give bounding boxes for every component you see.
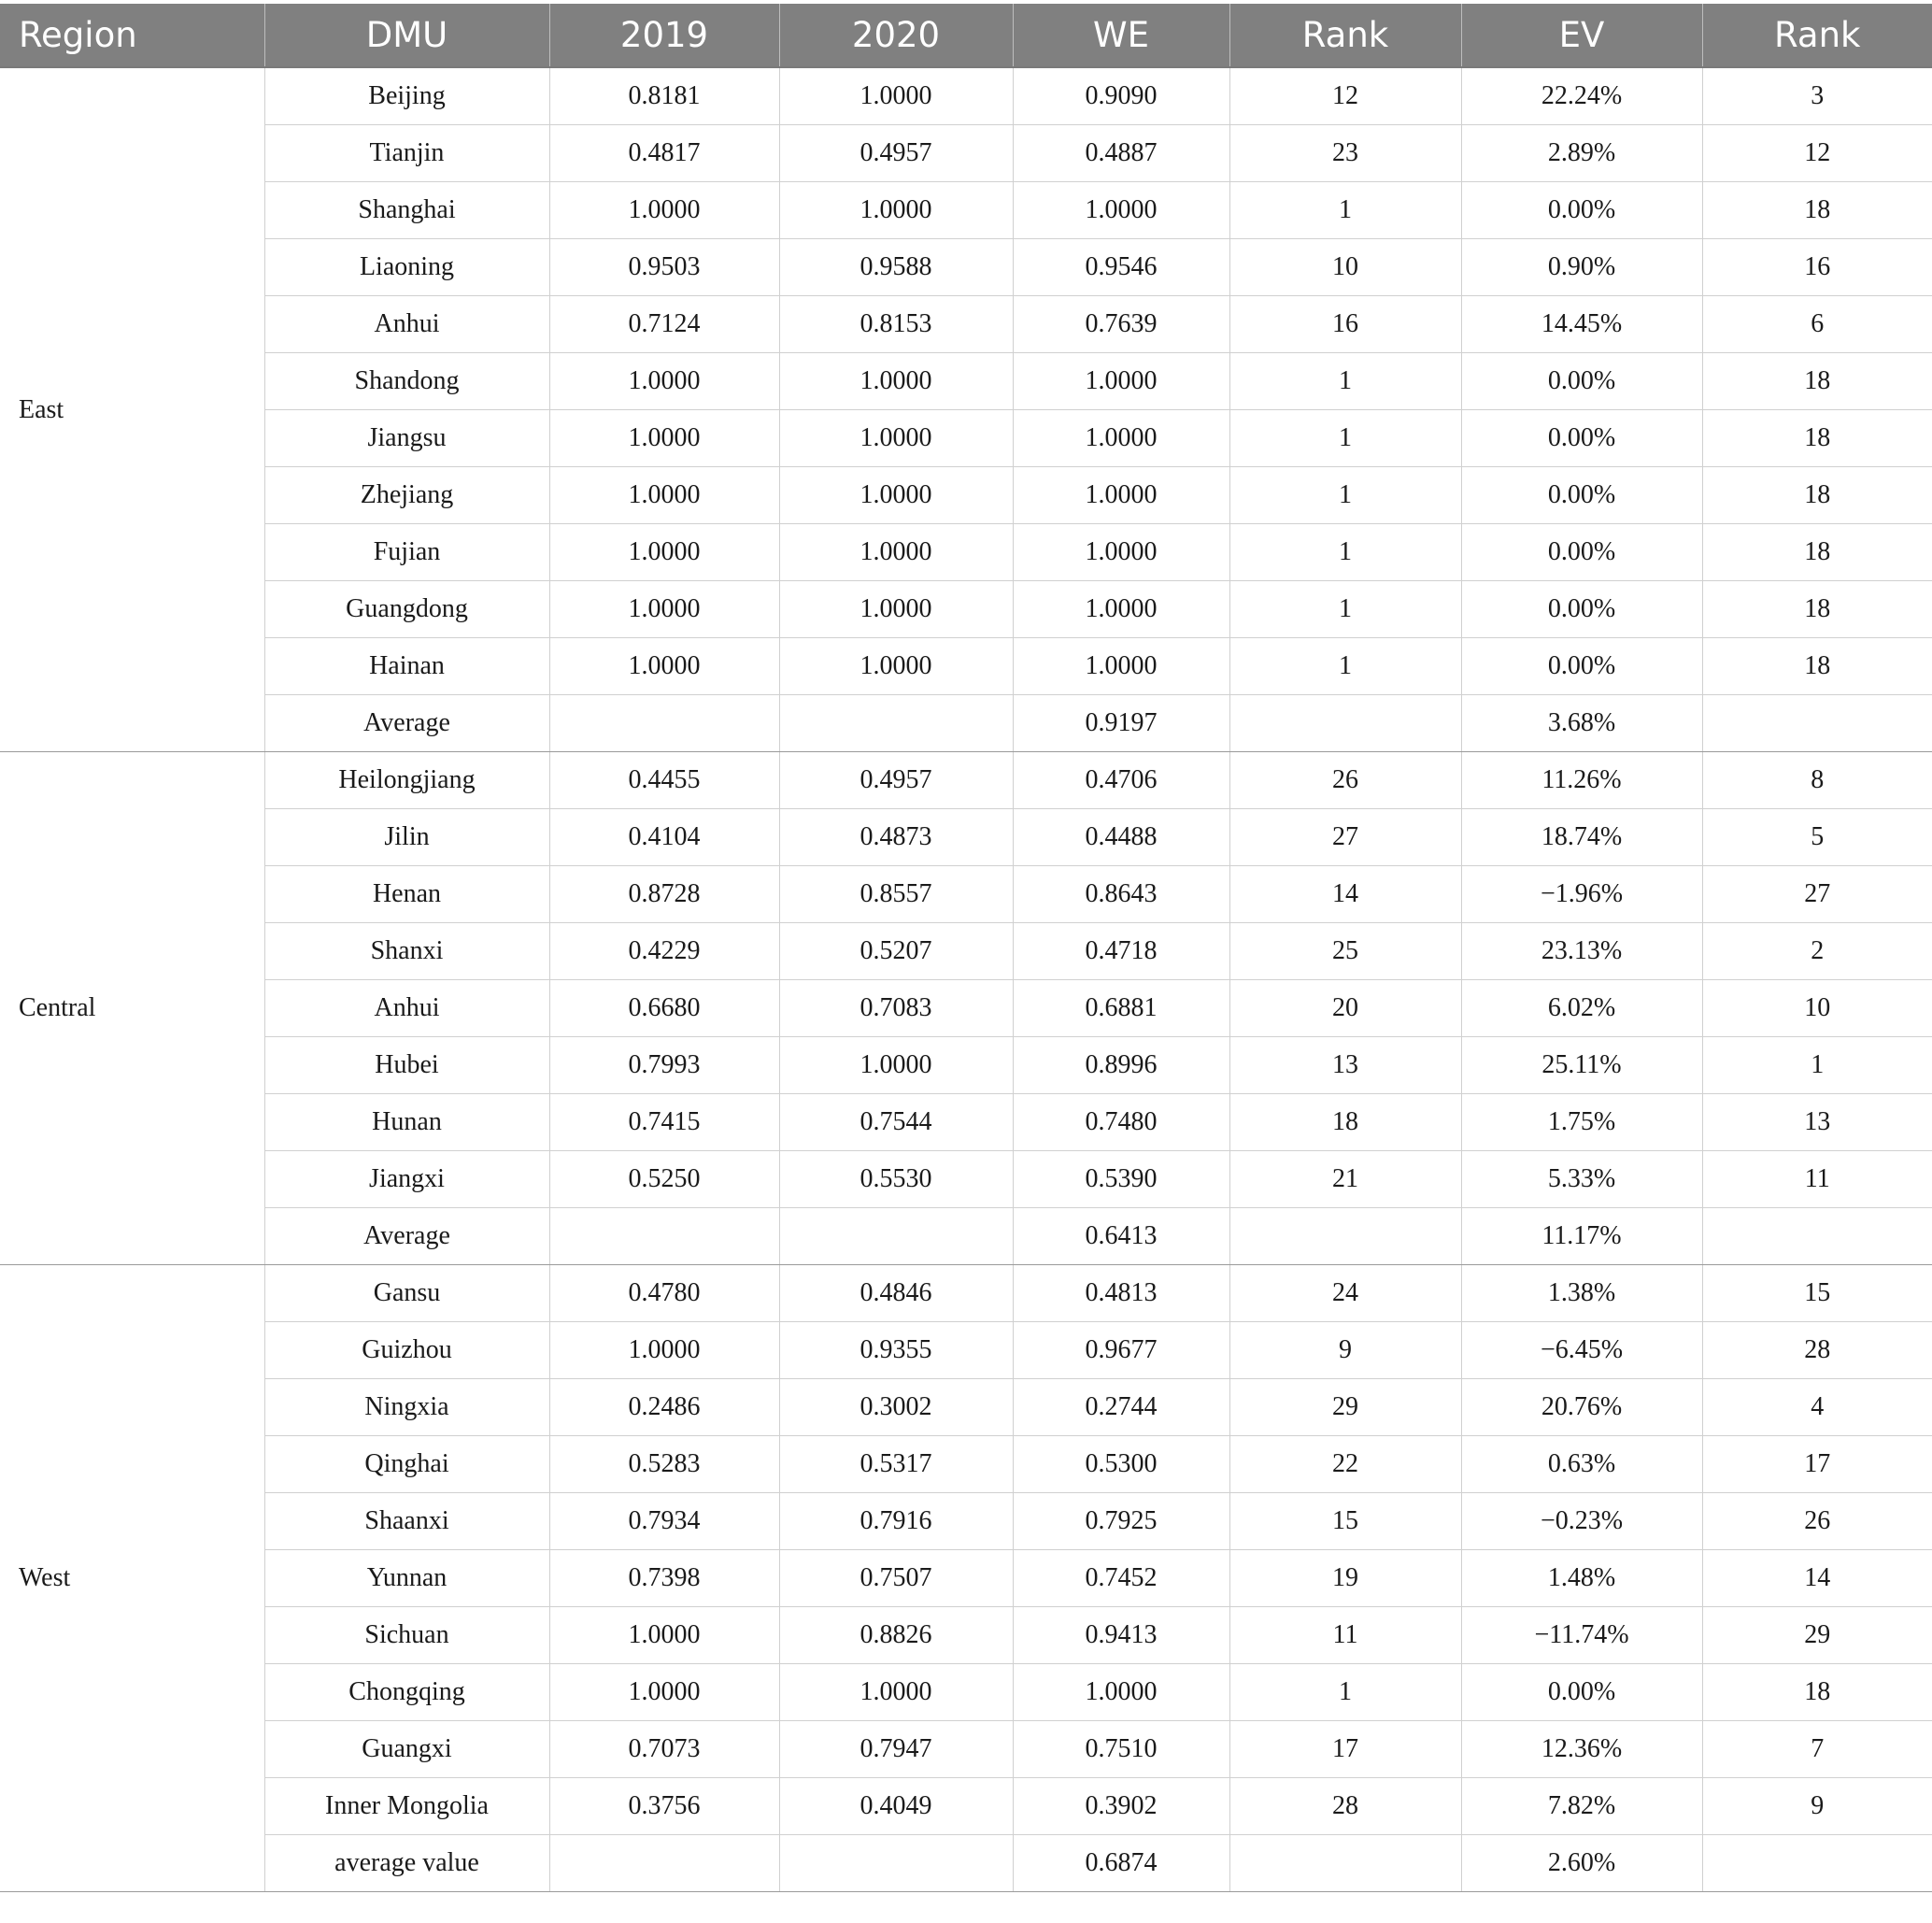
ev-rank-cell: 18: [1702, 467, 1932, 524]
value-2019-cell: 1.0000: [549, 581, 779, 638]
dmu-cell: Liaoning: [264, 239, 549, 296]
dmu-cell: Guangxi: [264, 1721, 549, 1778]
we-cell: 1.0000: [1013, 467, 1229, 524]
ev-rank-cell: 1: [1702, 1037, 1932, 1094]
ev-cell: 11.26%: [1461, 752, 1702, 809]
dmu-cell: Guizhou: [264, 1322, 549, 1379]
value-2019-cell: 0.8728: [549, 866, 779, 923]
we-rank-cell: 1: [1229, 353, 1461, 410]
we-rank-cell: 13: [1229, 1037, 1461, 1094]
header-ev-rank: Rank: [1702, 4, 1932, 67]
value-2020-cell: 0.8826: [779, 1607, 1013, 1664]
value-2019-cell: 0.7073: [549, 1721, 779, 1778]
ev-cell: 1.75%: [1461, 1094, 1702, 1151]
value-2020-cell: 1.0000: [779, 353, 1013, 410]
ev-cell: 25.11%: [1461, 1037, 1702, 1094]
ev-cell: 6.02%: [1461, 980, 1702, 1037]
we-rank-cell: 24: [1229, 1265, 1461, 1322]
ev-cell: −11.74%: [1461, 1607, 1702, 1664]
we-rank-cell: 22: [1229, 1436, 1461, 1493]
we-cell: 0.3902: [1013, 1778, 1229, 1835]
value-2019-cell: 0.9503: [549, 239, 779, 296]
value-2019-cell: 0.7993: [549, 1037, 779, 1094]
we-cell: 1.0000: [1013, 581, 1229, 638]
table-row: [0, 1721, 1932, 1778]
ev-rank-cell: 8: [1702, 752, 1932, 809]
we-rank-cell: 26: [1229, 752, 1461, 809]
dmu-cell: Fujian: [264, 524, 549, 581]
ev-cell: 2.60%: [1461, 1835, 1702, 1892]
ev-rank-cell: 28: [1702, 1322, 1932, 1379]
dmu-cell: Average: [264, 1208, 549, 1265]
table-row: [0, 1322, 1932, 1379]
value-2019-cell: 0.8181: [549, 67, 779, 125]
we-cell: 0.5300: [1013, 1436, 1229, 1493]
value-2019-cell: 0.5250: [549, 1151, 779, 1208]
we-rank-cell: [1229, 1835, 1461, 1892]
table-row: [0, 239, 1932, 296]
value-2020-cell: 1.0000: [779, 410, 1013, 467]
dmu-cell: Shanghai: [264, 182, 549, 239]
we-cell: 0.2744: [1013, 1379, 1229, 1436]
ev-rank-cell: 18: [1702, 581, 1932, 638]
header-ev: EV: [1461, 4, 1702, 67]
dmu-cell: Tianjin: [264, 125, 549, 182]
we-cell: 0.5390: [1013, 1151, 1229, 1208]
table-header: [0, 4, 1932, 67]
table-row: [0, 1037, 1932, 1094]
table-row: [0, 1151, 1932, 1208]
ev-rank-cell: [1702, 1208, 1932, 1265]
table-row: [0, 695, 1932, 752]
value-2019-cell: 0.4817: [549, 125, 779, 182]
dmu-cell: Ningxia: [264, 1379, 549, 1436]
table-row: [0, 980, 1932, 1037]
we-rank-cell: 14: [1229, 866, 1461, 923]
dmu-cell: Henan: [264, 866, 549, 923]
value-2020-cell: 1.0000: [779, 67, 1013, 125]
dmu-cell: Qinghai: [264, 1436, 549, 1493]
ev-cell: 3.68%: [1461, 695, 1702, 752]
table-row: [0, 1835, 1932, 1892]
we-cell: 0.6874: [1013, 1835, 1229, 1892]
value-2020-cell: 1.0000: [779, 638, 1013, 695]
value-2020-cell: 0.4957: [779, 125, 1013, 182]
table-row: [0, 1265, 1932, 1322]
we-rank-cell: 20: [1229, 980, 1461, 1037]
ev-cell: 18.74%: [1461, 809, 1702, 866]
ev-rank-cell: 18: [1702, 410, 1932, 467]
dmu-cell: Shanxi: [264, 923, 549, 980]
ev-cell: 2.89%: [1461, 125, 1702, 182]
value-2020-cell: 0.4873: [779, 809, 1013, 866]
table-row: [0, 296, 1932, 353]
value-2019-cell: 1.0000: [549, 1607, 779, 1664]
we-rank-cell: 10: [1229, 239, 1461, 296]
table-row: [0, 1493, 1932, 1550]
value-2019-cell: 0.5283: [549, 1436, 779, 1493]
ev-rank-cell: 13: [1702, 1094, 1932, 1151]
ev-cell: 5.33%: [1461, 1151, 1702, 1208]
table-row: [0, 524, 1932, 581]
ev-rank-cell: 26: [1702, 1493, 1932, 1550]
ev-cell: 23.13%: [1461, 923, 1702, 980]
ev-cell: 20.76%: [1461, 1379, 1702, 1436]
header-2020: 2020: [779, 4, 1013, 67]
value-2019-cell: 1.0000: [549, 1322, 779, 1379]
ev-rank-cell: 18: [1702, 1664, 1932, 1721]
dmu-cell: Inner Mongolia: [264, 1778, 549, 1835]
value-2020-cell: 1.0000: [779, 524, 1013, 581]
dmu-cell: Anhui: [264, 980, 549, 1037]
dmu-cell: Zhejiang: [264, 467, 549, 524]
value-2020-cell: 0.7083: [779, 980, 1013, 1037]
ev-cell: 0.00%: [1461, 581, 1702, 638]
ev-cell: −0.23%: [1461, 1493, 1702, 1550]
value-2019-cell: 1.0000: [549, 638, 779, 695]
dmu-cell: Beijing: [264, 67, 549, 125]
we-rank-cell: 1: [1229, 524, 1461, 581]
value-2020-cell: 0.8557: [779, 866, 1013, 923]
ev-rank-cell: 12: [1702, 125, 1932, 182]
table-row: [0, 1550, 1932, 1607]
we-cell: 0.9090: [1013, 67, 1229, 125]
value-2019-cell: 0.4104: [549, 809, 779, 866]
we-rank-cell: 28: [1229, 1778, 1461, 1835]
value-2020-cell: 1.0000: [779, 467, 1013, 524]
we-rank-cell: 18: [1229, 1094, 1461, 1151]
we-cell: 1.0000: [1013, 1664, 1229, 1721]
value-2019-cell: 0.2486: [549, 1379, 779, 1436]
we-cell: 0.7510: [1013, 1721, 1229, 1778]
dmu-cell: Gansu: [264, 1265, 549, 1322]
table-row: [0, 467, 1932, 524]
header-dmu: DMU: [264, 4, 549, 67]
ev-rank-cell: 16: [1702, 239, 1932, 296]
value-2019-cell: 1.0000: [549, 1664, 779, 1721]
ev-cell: 0.00%: [1461, 410, 1702, 467]
ev-rank-cell: 11: [1702, 1151, 1932, 1208]
dmu-cell: Hunan: [264, 1094, 549, 1151]
we-cell: 0.4706: [1013, 752, 1229, 809]
we-cell: 0.8996: [1013, 1037, 1229, 1094]
we-rank-cell: 23: [1229, 125, 1461, 182]
value-2019-cell: 1.0000: [549, 353, 779, 410]
dmu-cell: Sichuan: [264, 1607, 549, 1664]
value-2020-cell: 1.0000: [779, 581, 1013, 638]
ev-rank-cell: [1702, 1835, 1932, 1892]
value-2020-cell: 0.5530: [779, 1151, 1013, 1208]
we-rank-cell: 1: [1229, 638, 1461, 695]
ev-rank-cell: 6: [1702, 296, 1932, 353]
ev-rank-cell: 10: [1702, 980, 1932, 1037]
dmu-cell: Jiangxi: [264, 1151, 549, 1208]
we-rank-cell: 16: [1229, 296, 1461, 353]
ev-rank-cell: 18: [1702, 353, 1932, 410]
we-cell: 0.6413: [1013, 1208, 1229, 1265]
value-2019-cell: [549, 695, 779, 752]
ev-cell: 0.00%: [1461, 182, 1702, 239]
value-2019-cell: 0.7934: [549, 1493, 779, 1550]
we-rank-cell: 1: [1229, 581, 1461, 638]
table-row: [0, 923, 1932, 980]
value-2020-cell: 0.7916: [779, 1493, 1013, 1550]
value-2020-cell: [779, 695, 1013, 752]
we-cell: 0.9197: [1013, 695, 1229, 752]
dmu-cell: Heilongjiang: [264, 752, 549, 809]
header-we-rank: Rank: [1229, 4, 1461, 67]
we-rank-cell: 9: [1229, 1322, 1461, 1379]
ev-rank-cell: 17: [1702, 1436, 1932, 1493]
value-2020-cell: 0.8153: [779, 296, 1013, 353]
we-cell: 1.0000: [1013, 638, 1229, 695]
ev-rank-cell: 3: [1702, 67, 1932, 125]
value-2019-cell: 1.0000: [549, 467, 779, 524]
ev-rank-cell: 5: [1702, 809, 1932, 866]
we-cell: 0.9413: [1013, 1607, 1229, 1664]
ev-rank-cell: 27: [1702, 866, 1932, 923]
table-row: [0, 752, 1932, 809]
dmu-cell: Average: [264, 695, 549, 752]
ev-rank-cell: 29: [1702, 1607, 1932, 1664]
we-cell: 0.6881: [1013, 980, 1229, 1037]
dmu-cell: average value: [264, 1835, 549, 1892]
value-2020-cell: 0.4049: [779, 1778, 1013, 1835]
we-cell: 0.4813: [1013, 1265, 1229, 1322]
table-row: [0, 866, 1932, 923]
we-cell: 0.4718: [1013, 923, 1229, 980]
region-cell: West: [0, 1265, 264, 1892]
value-2019-cell: 0.7398: [549, 1550, 779, 1607]
we-rank-cell: 21: [1229, 1151, 1461, 1208]
value-2019-cell: 0.7415: [549, 1094, 779, 1151]
dmu-cell: Hainan: [264, 638, 549, 695]
ev-cell: 1.38%: [1461, 1265, 1702, 1322]
region-cell: Central: [0, 752, 264, 1265]
ev-cell: 0.63%: [1461, 1436, 1702, 1493]
value-2020-cell: 0.5317: [779, 1436, 1013, 1493]
we-cell: 0.7639: [1013, 296, 1229, 353]
table-row: [0, 1664, 1932, 1721]
header-2019: 2019: [549, 4, 779, 67]
value-2020-cell: 0.7544: [779, 1094, 1013, 1151]
ev-cell: 12.36%: [1461, 1721, 1702, 1778]
value-2020-cell: 0.7507: [779, 1550, 1013, 1607]
value-2020-cell: 1.0000: [779, 182, 1013, 239]
ev-cell: 11.17%: [1461, 1208, 1702, 1265]
dmu-cell: Jiangsu: [264, 410, 549, 467]
we-rank-cell: 11: [1229, 1607, 1461, 1664]
value-2020-cell: 0.9355: [779, 1322, 1013, 1379]
we-cell: 0.7480: [1013, 1094, 1229, 1151]
value-2020-cell: 1.0000: [779, 1664, 1013, 1721]
dmu-cell: Guangdong: [264, 581, 549, 638]
table-row: [0, 1094, 1932, 1151]
we-rank-cell: [1229, 695, 1461, 752]
we-rank-cell: 1: [1229, 1664, 1461, 1721]
we-cell: 1.0000: [1013, 353, 1229, 410]
value-2019-cell: 0.6680: [549, 980, 779, 1037]
ev-rank-cell: 14: [1702, 1550, 1932, 1607]
we-cell: 1.0000: [1013, 410, 1229, 467]
value-2019-cell: 1.0000: [549, 410, 779, 467]
value-2019-cell: [549, 1835, 779, 1892]
ev-cell: 7.82%: [1461, 1778, 1702, 1835]
we-rank-cell: 1: [1229, 410, 1461, 467]
we-cell: 1.0000: [1013, 524, 1229, 581]
we-rank-cell: 25: [1229, 923, 1461, 980]
ev-rank-cell: 15: [1702, 1265, 1932, 1322]
ev-cell: 1.48%: [1461, 1550, 1702, 1607]
ev-rank-cell: [1702, 695, 1932, 752]
we-rank-cell: 1: [1229, 467, 1461, 524]
we-rank-cell: [1229, 1208, 1461, 1265]
dmu-cell: Jilin: [264, 809, 549, 866]
value-2019-cell: 0.4455: [549, 752, 779, 809]
ev-rank-cell: 2: [1702, 923, 1932, 980]
table-container: [0, 4, 1932, 1892]
value-2019-cell: 1.0000: [549, 182, 779, 239]
ev-rank-cell: 7: [1702, 1721, 1932, 1778]
region-cell: East: [0, 67, 264, 752]
efficiency-table: [0, 4, 1932, 1892]
table-row: [0, 1778, 1932, 1835]
we-cell: 0.9546: [1013, 239, 1229, 296]
table-row: [0, 809, 1932, 866]
value-2019-cell: 0.4780: [549, 1265, 779, 1322]
ev-rank-cell: 9: [1702, 1778, 1932, 1835]
table-body: [0, 67, 1932, 1892]
table-row: [0, 125, 1932, 182]
ev-cell: 0.00%: [1461, 353, 1702, 410]
ev-cell: −6.45%: [1461, 1322, 1702, 1379]
value-2020-cell: 0.4846: [779, 1265, 1013, 1322]
value-2019-cell: 0.3756: [549, 1778, 779, 1835]
we-cell: 1.0000: [1013, 182, 1229, 239]
dmu-cell: Chongqing: [264, 1664, 549, 1721]
value-2020-cell: 0.5207: [779, 923, 1013, 980]
table-row: [0, 1208, 1932, 1265]
we-cell: 0.7925: [1013, 1493, 1229, 1550]
ev-rank-cell: 18: [1702, 524, 1932, 581]
ev-rank-cell: 4: [1702, 1379, 1932, 1436]
dmu-cell: Shaanxi: [264, 1493, 549, 1550]
we-cell: 0.4887: [1013, 125, 1229, 182]
we-cell: 0.9677: [1013, 1322, 1229, 1379]
header-region: Region: [0, 4, 264, 67]
table-row: [0, 410, 1932, 467]
we-rank-cell: 27: [1229, 809, 1461, 866]
ev-cell: −1.96%: [1461, 866, 1702, 923]
ev-cell: 0.00%: [1461, 1664, 1702, 1721]
table-row: [0, 581, 1932, 638]
we-rank-cell: 17: [1229, 1721, 1461, 1778]
header-row: [0, 4, 1932, 67]
we-cell: 0.8643: [1013, 866, 1229, 923]
header-we: WE: [1013, 4, 1229, 67]
dmu-cell: Shandong: [264, 353, 549, 410]
value-2020-cell: 0.7947: [779, 1721, 1013, 1778]
ev-cell: 0.00%: [1461, 524, 1702, 581]
we-cell: 0.7452: [1013, 1550, 1229, 1607]
table-row: [0, 1379, 1932, 1436]
value-2020-cell: 0.4957: [779, 752, 1013, 809]
dmu-cell: Yunnan: [264, 1550, 549, 1607]
value-2019-cell: 0.4229: [549, 923, 779, 980]
ev-cell: 0.90%: [1461, 239, 1702, 296]
table-row: [0, 638, 1932, 695]
table-row: [0, 1607, 1932, 1664]
value-2020-cell: [779, 1835, 1013, 1892]
value-2020-cell: 1.0000: [779, 1037, 1013, 1094]
ev-cell: 14.45%: [1461, 296, 1702, 353]
value-2019-cell: [549, 1208, 779, 1265]
we-rank-cell: 12: [1229, 67, 1461, 125]
we-cell: 0.4488: [1013, 809, 1229, 866]
we-rank-cell: 1: [1229, 182, 1461, 239]
value-2020-cell: 0.3002: [779, 1379, 1013, 1436]
value-2019-cell: 0.7124: [549, 296, 779, 353]
value-2020-cell: 0.9588: [779, 239, 1013, 296]
we-rank-cell: 15: [1229, 1493, 1461, 1550]
we-rank-cell: 29: [1229, 1379, 1461, 1436]
we-rank-cell: 19: [1229, 1550, 1461, 1607]
ev-cell: 0.00%: [1461, 467, 1702, 524]
table-row: [0, 353, 1932, 410]
dmu-cell: Anhui: [264, 296, 549, 353]
table-row: [0, 182, 1932, 239]
table-row: [0, 67, 1932, 125]
dmu-cell: Hubei: [264, 1037, 549, 1094]
ev-rank-cell: 18: [1702, 182, 1932, 239]
table-row: [0, 1436, 1932, 1493]
ev-rank-cell: 18: [1702, 638, 1932, 695]
value-2019-cell: 1.0000: [549, 524, 779, 581]
ev-cell: 0.00%: [1461, 638, 1702, 695]
value-2020-cell: [779, 1208, 1013, 1265]
ev-cell: 22.24%: [1461, 67, 1702, 125]
